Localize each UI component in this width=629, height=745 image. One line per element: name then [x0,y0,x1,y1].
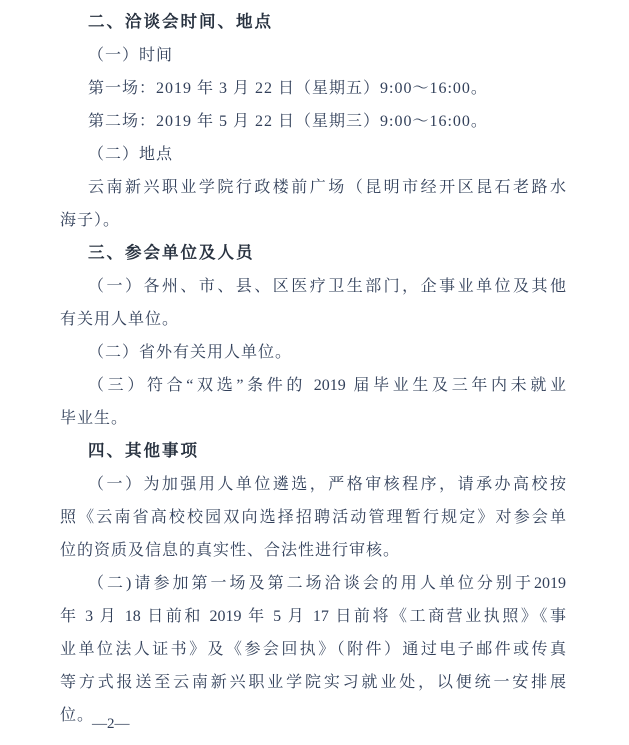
subheading-place: （二）地点 [88,146,174,163]
doc-line-other-2c: 业单位法人证书》及《参会回执》（附件）通过电子邮件或传真 [60,641,566,658]
section-heading-meeting-time-place: 二、洽谈会时间、地点 [88,13,273,31]
doc-line-other-2b: 年 3 月 18 日前和 2019 年 5 月 17 日前将《工商营业执照》《事 [60,608,566,625]
doc-line-venue-2: 海子）。 [60,212,121,229]
doc-line-participants-1a: （一）各州、市、县、区医疗卫生部门，企事业单位及其他 [88,278,566,295]
doc-line-participants-3a: （三）符合“双选”条件的 2019 届毕业生及三年内未就业 [88,377,566,394]
doc-line-participants-2: （二）省外有关用人单位。 [88,344,293,361]
doc-line-session-1: 第一场：2019 年 3 月 22 日（星期五）9:00～16:00。 [88,80,488,97]
doc-line-other-1c: 位的资质及信息的真实性、合法性进行审核。 [60,542,401,559]
doc-line-other-1b: 照《云南省高校校园双向选择招聘活动管理暂行规定》对参会单 [60,509,566,526]
page-number: —2— [92,716,130,732]
doc-line-participants-1b: 有关用人单位。 [60,311,180,328]
doc-line-other-2d: 等方式报送至云南新兴职业学院实习就业处，以便统一安排展 [60,674,566,691]
doc-line-other-2a: （二)请参加第一场及第二场洽谈会的用人单位分别于2019 [88,575,566,592]
subheading-time: （一）时间 [88,47,174,64]
doc-line-other-1a: （一）为加强用人单位遴选，严格审核程序，请承办高校按 [88,476,566,493]
section-heading-other-matters: 四、其他事项 [88,442,199,460]
doc-line-venue-1: 云南新兴职业学院行政楼前广场（昆明市经开区昆石老路水 [88,179,566,196]
section-heading-participants: 三、参会单位及人员 [88,244,255,262]
doc-line-participants-3b: 毕业生。 [60,410,129,427]
doc-line-session-2: 第二场：2019 年 5 月 22 日（星期三）9:00～16:00。 [88,113,488,130]
doc-line-other-2e: 位。 [60,707,95,724]
